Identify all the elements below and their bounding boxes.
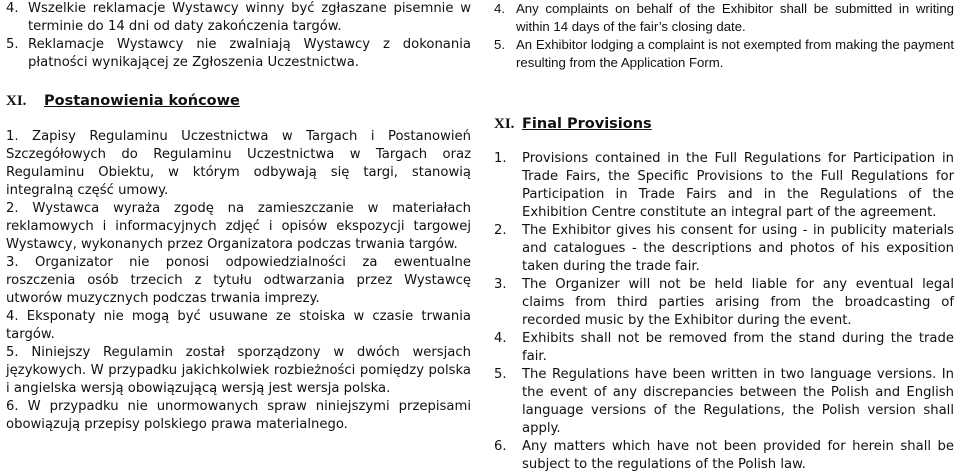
item-text: Provisions contained in the Full Regulations for Participation in Trade Fairs, the Specific Provisions to the Full Regulations for Participation in Trade Fairs and in the Regulations of the Exhibition Centre constitute an integral part of the agreement. — [522, 151, 954, 220]
list-item — [494, 330, 954, 366]
list-item — [494, 0, 954, 36]
item-text: Exhibits shall not be removed from the stand during the trade fair. — [522, 331, 954, 364]
section-number: XI. — [6, 93, 27, 109]
section-heading-en — [494, 116, 652, 133]
item-number: 3. — [6, 255, 36, 270]
item-text: Wystawca wyraża zgodę na zamieszczanie w materiałach reklamowych i informacyjnych zdjęć i opisów ekspozycji targowej Wystawcy, wykonanych przez Organizatora podczas trwania targów. — [6, 201, 471, 252]
list-item — [6, 344, 471, 398]
section-title: Final Provisions — [522, 116, 652, 132]
list-item — [494, 36, 954, 72]
item-number: 1. — [494, 151, 507, 166]
item-number: 2. — [6, 201, 33, 216]
item-number: 4. — [6, 309, 27, 324]
list-item — [494, 150, 954, 222]
item-text: Any matters which have not been provided for herein shall be subject to the regulations of the Polish law. — [522, 439, 954, 472]
item-text: The Regulations have been written in two language versions. In the event of any discrepancies between the Polish and English language versions of the Regulations, the Polish version shall apply. — [522, 367, 954, 436]
item-number: 2. — [494, 223, 507, 238]
complaints-list-pl — [6, 0, 471, 72]
item-text: Reklamacje Wystawcy nie zwalniają Wystawcy z dokonania płatności wynikającej ze Zgłoszenia Uczestnictwa. — [28, 37, 471, 70]
item-text: Zapisy Regulaminu Uczestnictwa w Targach i Postanowień Szczegółowych do Regulaminu Uczestnictwa w Targach oraz Regulaminu Obiektu, w którym odbywają się targi, stanowią integralną część umowy. — [6, 129, 471, 198]
item-number: 4. — [6, 1, 19, 16]
item-number: 3. — [494, 277, 507, 292]
list-item — [6, 36, 471, 72]
english-column — [494, 0, 954, 472]
item-text: An Exhibitor lodging a complaint is not exempted from making the payment resulting from the Application Form. — [516, 37, 954, 70]
list-item — [494, 438, 954, 474]
list-item — [6, 128, 471, 200]
item-text: Organizator nie ponosi odpowiedzialności za ewentualne roszczenia osób trzecich z tytułu odtwarzania przez Wystawcę utworów muzycznych podczas trwania imprezy. — [6, 255, 471, 306]
section-title: Postanowienia końcowe — [44, 93, 240, 109]
item-number: 4. — [494, 331, 507, 346]
list-item — [6, 398, 471, 434]
item-number: 1. — [6, 129, 33, 144]
item-number: 5. — [6, 345, 32, 360]
complaints-list-en — [494, 0, 954, 72]
list-item — [6, 308, 471, 344]
item-number: 6. — [6, 399, 28, 414]
list-item — [6, 0, 471, 36]
polish-column — [6, 0, 471, 432]
item-number: 5. — [6, 37, 19, 52]
item-text: Wszelkie reklamacje Wystawcy winny być zgłaszane pisemnie w terminie do 14 dni od daty zakończenia targów. — [28, 1, 471, 34]
final-provisions-list-en — [494, 150, 954, 474]
item-text: The Organizer will not be held liable for any eventual legal claims from third parties arising from the broadcasting of recorded music by the Exhibitor during the event. — [522, 277, 954, 328]
section-number: XI. — [494, 116, 515, 132]
item-text: Any complaints on behalf of the Exhibitor shall be submitted in writing within 14 days of the fair’s closing date. — [516, 1, 954, 34]
item-text: Niniejszy Regulamin został sporządzony w dwóch wersjach językowych. W przypadku jakichkolwiek rozbieżności pomiędzy polska i angielska wersją obowiązującą wersją jest wersja polska. — [6, 345, 471, 396]
item-number: 5. — [494, 37, 505, 52]
item-number: 6. — [494, 439, 507, 454]
list-item — [494, 366, 954, 438]
item-number: 4. — [494, 1, 505, 16]
list-item — [6, 254, 471, 308]
item-text: W przypadku nie unormowanych spraw niniejszymi przepisami obowiązują przepisy polskiego prawa materialnego. — [6, 399, 471, 432]
list-item — [494, 276, 954, 330]
list-item — [494, 222, 954, 276]
list-item — [6, 200, 471, 254]
section-heading-pl — [6, 93, 240, 110]
item-number: 5. — [494, 367, 507, 382]
item-text: Eksponaty nie mogą być usuwane ze stoiska w czasie trwania targów. — [6, 309, 471, 342]
final-provisions-list-pl — [6, 128, 471, 434]
item-text: The Exhibitor gives his consent for using - in publicity materials and catalogues - the descriptions and photos of his exposition taken during the trade fair. — [522, 223, 954, 274]
